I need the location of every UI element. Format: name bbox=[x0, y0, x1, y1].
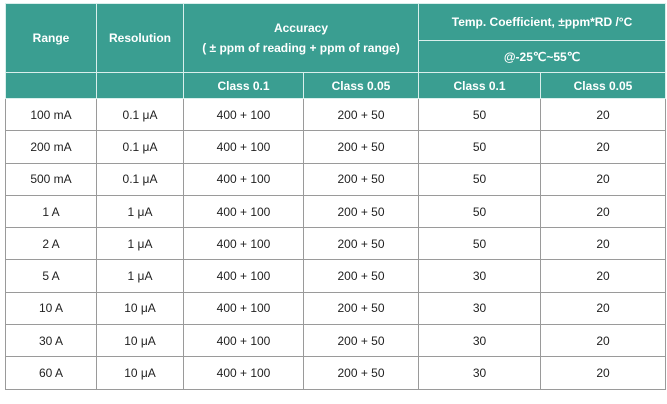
cell-range: 100 mA bbox=[6, 99, 97, 131]
cell-temp-class-01: 30 bbox=[419, 325, 541, 357]
header-accuracy bbox=[184, 4, 419, 73]
cell-temp-class-01: 30 bbox=[419, 292, 541, 324]
cell-accuracy-class-01: 400 + 100 bbox=[184, 131, 304, 163]
cell-accuracy-class-01: 400 + 100 bbox=[184, 292, 304, 324]
cell-temp-class-01: 50 bbox=[419, 195, 541, 227]
cell-range: 500 mA bbox=[6, 163, 97, 195]
cell-temp-class-005: 20 bbox=[541, 228, 666, 260]
header-temp-sub: @-25℃~55℃ bbox=[503, 49, 581, 64]
cell-accuracy-class-01: 400 + 100 bbox=[184, 325, 304, 357]
cell-resolution: 1 μA bbox=[97, 195, 184, 227]
cell-accuracy-class-01: 400 + 100 bbox=[184, 260, 304, 292]
table-row bbox=[6, 292, 666, 324]
cell-accuracy-class-005: 200 + 50 bbox=[304, 228, 419, 260]
cell-accuracy-class-005: 200 + 50 bbox=[304, 357, 419, 389]
cell-temp-class-01: 50 bbox=[419, 163, 541, 195]
header-temp-range bbox=[419, 41, 666, 73]
header-temp-title: Temp. Coefficient, ±ppm*RD /°C bbox=[451, 15, 633, 29]
header-class-01: Class 0.1 bbox=[184, 73, 304, 99]
cell-accuracy-class-005: 200 + 50 bbox=[304, 292, 419, 324]
table-row bbox=[6, 260, 666, 292]
cell-accuracy-class-005: 200 + 50 bbox=[304, 163, 419, 195]
header-temp-class-005: Class 0.05 bbox=[541, 73, 666, 99]
cell-accuracy-class-01: 400 + 100 bbox=[184, 228, 304, 260]
table-header bbox=[6, 4, 666, 99]
cell-resolution: 0.1 μA bbox=[97, 99, 184, 131]
cell-accuracy-class-01: 400 + 100 bbox=[184, 195, 304, 227]
table-row bbox=[6, 228, 666, 260]
cell-range: 60 A bbox=[6, 357, 97, 389]
header-resolution: Resolution bbox=[97, 4, 184, 73]
cell-range: 2 A bbox=[6, 228, 97, 260]
cell-accuracy-class-01: 400 + 100 bbox=[184, 163, 304, 195]
cell-temp-class-005: 20 bbox=[541, 163, 666, 195]
cell-range: 30 A bbox=[6, 325, 97, 357]
cell-resolution: 10 μA bbox=[97, 357, 184, 389]
cell-temp-class-005: 20 bbox=[541, 195, 666, 227]
cell-accuracy-class-005: 200 + 50 bbox=[304, 131, 419, 163]
cell-temp-class-005: 20 bbox=[541, 357, 666, 389]
cell-accuracy-class-005: 200 + 50 bbox=[304, 99, 419, 131]
cell-accuracy-class-005: 200 + 50 bbox=[304, 195, 419, 227]
cell-temp-class-01: 30 bbox=[419, 260, 541, 292]
cell-temp-class-005: 20 bbox=[541, 131, 666, 163]
header-blank-resolution bbox=[97, 73, 184, 99]
cell-resolution: 10 μA bbox=[97, 292, 184, 324]
cell-temp-class-01: 30 bbox=[419, 357, 541, 389]
table-body bbox=[6, 99, 666, 390]
table-row bbox=[6, 195, 666, 227]
header-range: Range bbox=[6, 4, 97, 73]
cell-resolution: 1 μA bbox=[97, 260, 184, 292]
header-class-005: Class 0.05 bbox=[304, 73, 419, 99]
cell-temp-class-005: 20 bbox=[541, 99, 666, 131]
cell-temp-class-005: 20 bbox=[541, 260, 666, 292]
spec-table bbox=[5, 3, 666, 390]
cell-temp-class-005: 20 bbox=[541, 292, 666, 324]
cell-resolution: 10 μA bbox=[97, 325, 184, 357]
cell-range: 5 A bbox=[6, 260, 97, 292]
cell-temp-class-005: 20 bbox=[541, 325, 666, 357]
cell-temp-class-01: 50 bbox=[419, 131, 541, 163]
cell-resolution: 1 μA bbox=[97, 228, 184, 260]
header-temp-class-01: Class 0.1 bbox=[419, 73, 541, 99]
table-row bbox=[6, 163, 666, 195]
table-row bbox=[6, 131, 666, 163]
cell-range: 10 A bbox=[6, 292, 97, 324]
cell-temp-class-01: 50 bbox=[419, 228, 541, 260]
cell-accuracy-class-01: 400 + 100 bbox=[184, 357, 304, 389]
cell-resolution: 0.1 μA bbox=[97, 131, 184, 163]
cell-resolution: 0.1 μA bbox=[97, 163, 184, 195]
cell-accuracy-class-01: 400 + 100 bbox=[184, 99, 304, 131]
header-accuracy-sub: ( ± ppm of reading + ppm of range) bbox=[202, 41, 400, 55]
table-row bbox=[6, 357, 666, 389]
cell-range: 200 mA bbox=[6, 131, 97, 163]
cell-temp-class-01: 50 bbox=[419, 99, 541, 131]
cell-accuracy-class-005: 200 + 50 bbox=[304, 260, 419, 292]
header-blank-range bbox=[6, 73, 97, 99]
table-row bbox=[6, 325, 666, 357]
cell-range: 1 A bbox=[6, 195, 97, 227]
cell-accuracy-class-005: 200 + 50 bbox=[304, 325, 419, 357]
header-accuracy-title: Accuracy bbox=[273, 21, 329, 35]
table-row bbox=[6, 99, 666, 131]
header-temp-coefficient bbox=[419, 4, 666, 41]
